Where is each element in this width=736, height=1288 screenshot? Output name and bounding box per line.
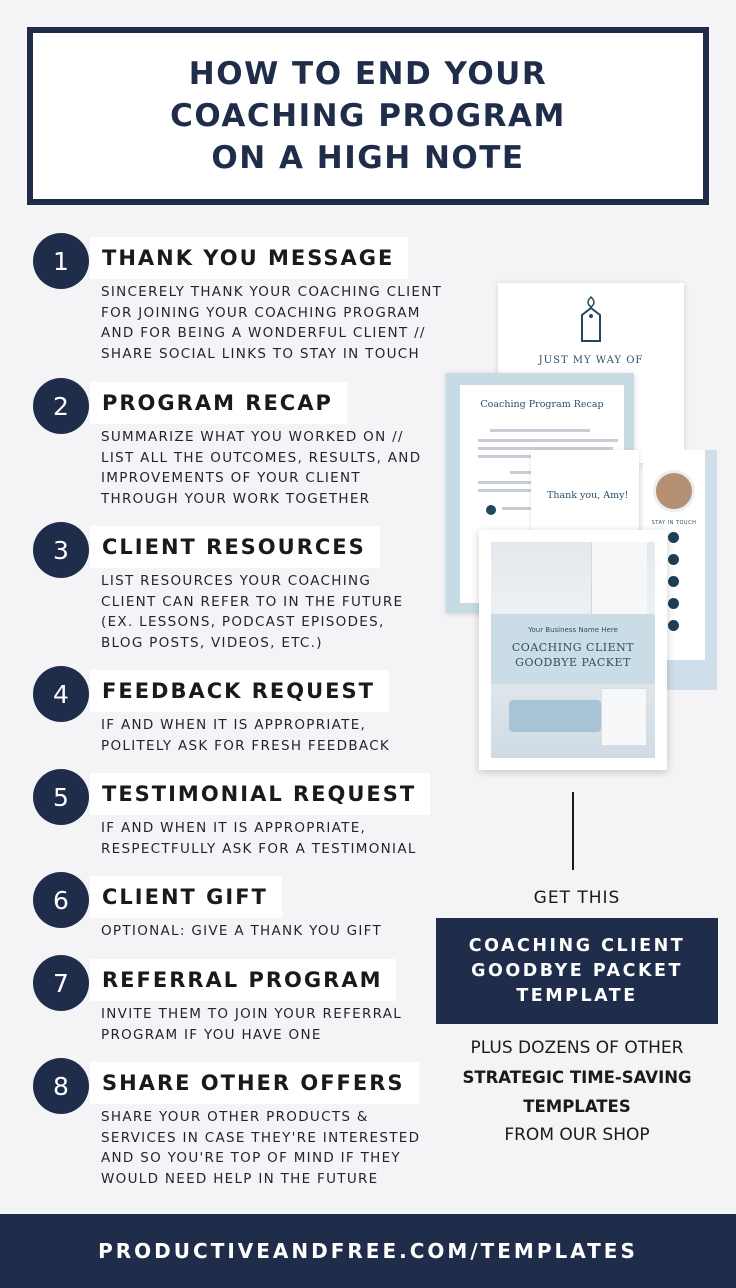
recap-title: Coaching Program Recap	[480, 399, 604, 410]
footer-banner[interactable]	[0, 1214, 736, 1288]
cta-line: TEMPLATE	[516, 985, 638, 1006]
cta-line: COACHING CLIENT	[468, 935, 686, 956]
step-description	[101, 427, 471, 509]
step-description	[101, 1107, 471, 1189]
business-name: Your Business Name Here	[528, 626, 618, 634]
step-number: 6	[33, 872, 89, 928]
get-this-label: GET THIS	[533, 888, 621, 908]
step-number: 3	[33, 522, 89, 578]
desc-line: SINCERELY THANK YOUR COACHING CLIENT	[101, 284, 443, 300]
desc-line: IMPROVEMENTS OF YOUR CLIENT	[101, 470, 361, 486]
avatar	[653, 470, 695, 512]
packet-title	[491, 640, 655, 670]
step-label-box	[90, 1062, 419, 1104]
step-label: CLIENT GIFT	[102, 885, 268, 909]
desc-line: LIST ALL THE OUTCOMES, RESULTS, AND	[101, 449, 422, 466]
packet-title-line: COACHING CLIENT	[511, 641, 635, 654]
desc-line: SUMMARIZE WHAT YOU WORKED ON //	[101, 429, 404, 445]
step-description	[101, 571, 471, 653]
step-label-box	[90, 526, 380, 568]
cover-title-panel	[491, 614, 655, 684]
promo-text	[436, 1034, 718, 1150]
step-label-box	[90, 876, 282, 918]
mockup-cover-card	[479, 530, 667, 770]
page-title	[170, 53, 566, 179]
desc-line: IF AND WHEN IT IS APPROPRIATE,	[101, 820, 367, 836]
desc-line: FOR JOINING YOUR COACHING PROGRAM	[101, 304, 421, 321]
desc-line: AND SO YOU'RE TOP OF MIND IF THEY	[101, 1150, 401, 1166]
promo-bold-line: STRATEGIC TIME-SAVING	[462, 1068, 692, 1087]
step-label: THANK YOU MESSAGE	[102, 246, 395, 270]
title-line: ON A HIGH NOTE	[211, 140, 525, 176]
desc-line: LIST RESOURCES YOUR COACHING	[101, 573, 372, 589]
desc-line: CLIENT CAN REFER TO IN THE FUTURE	[101, 593, 404, 610]
step-number: 7	[33, 955, 89, 1011]
step-label: CLIENT RESOURCES	[102, 535, 366, 559]
step-label-box	[90, 237, 408, 279]
check-icon	[486, 505, 496, 515]
desc-line: RESPECTFULLY ASK FOR A TESTIMONIAL	[101, 840, 417, 857]
step-description	[101, 715, 471, 756]
step-number: 1	[33, 233, 89, 289]
text-line	[478, 439, 618, 442]
step-description	[101, 818, 471, 859]
packet-title-line: GOODBYE PACKET	[515, 656, 631, 669]
gift-tag-icon	[578, 295, 604, 343]
step-label-box	[90, 382, 347, 424]
step-number: 2	[33, 378, 89, 434]
step-label: TESTIMONIAL REQUEST	[102, 782, 417, 806]
gift-card-title: JUST MY WAY OF	[538, 355, 644, 366]
step-label-box	[90, 959, 396, 1001]
footer-url[interactable]: PRODUCTIVEANDFREE.COM/TEMPLATES	[98, 1239, 638, 1263]
template-cta-button[interactable]	[436, 918, 718, 1024]
step-number: 4	[33, 666, 89, 722]
step-label: FEEDBACK REQUEST	[102, 679, 375, 703]
text-line	[490, 429, 590, 432]
desc-line: INVITE THEM TO JOIN YOUR REFERRAL	[101, 1006, 403, 1022]
promo-line: PLUS DOZENS OF OTHER	[470, 1038, 684, 1058]
thanks-title: Thank you, Amy!	[547, 490, 629, 501]
step-number: 8	[33, 1058, 89, 1114]
desc-line: PROGRAM IF YOU HAVE ONE	[101, 1026, 322, 1043]
step-description	[101, 282, 471, 364]
window-graphic	[591, 542, 647, 622]
desc-line: POLITELY ASK FOR FRESH FEEDBACK	[101, 737, 391, 754]
title-line: HOW TO END YOUR	[188, 56, 548, 92]
instagram-icon	[668, 576, 679, 587]
youtube-icon	[668, 598, 679, 609]
step-label: REFERRAL PROGRAM	[102, 968, 383, 992]
promo-line: FROM OUR SHOP	[504, 1125, 650, 1145]
desc-line: SERVICES IN CASE THEY'RE INTERESTED	[101, 1129, 421, 1146]
desc-line: SHARE YOUR OTHER PRODUCTS &	[101, 1109, 369, 1125]
desc-line: IF AND WHEN IT IS APPROPRIATE,	[101, 717, 367, 733]
step-description	[101, 921, 471, 942]
sofa-graphic	[509, 700, 601, 732]
step-description	[101, 1004, 471, 1045]
divider-line	[572, 792, 574, 870]
cta-line: GOODBYE PACKET	[471, 960, 683, 981]
step-number: 5	[33, 769, 89, 825]
desc-line: BLOG POSTS, VIDEOS, ETC.)	[101, 634, 323, 651]
step-label-box	[90, 773, 430, 815]
facebook-icon	[668, 532, 679, 543]
stay-in-touch-label: STAY IN TOUCH	[651, 520, 697, 526]
twitter-icon	[668, 554, 679, 565]
desc-line: WOULD NEED HELP IN THE FUTURE	[101, 1170, 379, 1187]
step-label: PROGRAM RECAP	[102, 391, 333, 415]
desc-line: THROUGH YOUR WORK TOGETHER	[101, 490, 371, 507]
shelf-graphic	[601, 688, 647, 746]
title-box	[27, 27, 709, 205]
desc-line: (EX. LESSONS, PODCAST EPISODES,	[101, 614, 385, 630]
title-line: COACHING PROGRAM	[170, 98, 566, 134]
desc-line: OPTIONAL: GIVE A THANK YOU GIFT	[101, 923, 383, 939]
step-label: SHARE OTHER OFFERS	[102, 1071, 405, 1095]
pinterest-icon	[668, 620, 679, 631]
desc-line: SHARE SOCIAL LINKS TO STAY IN TOUCH	[101, 345, 420, 362]
mockup-thanks-card	[531, 450, 639, 540]
promo-bold-line: TEMPLATES	[523, 1097, 631, 1116]
desc-line: AND FOR BEING A WONDERFUL CLIENT //	[101, 325, 426, 341]
step-label-box	[90, 670, 389, 712]
